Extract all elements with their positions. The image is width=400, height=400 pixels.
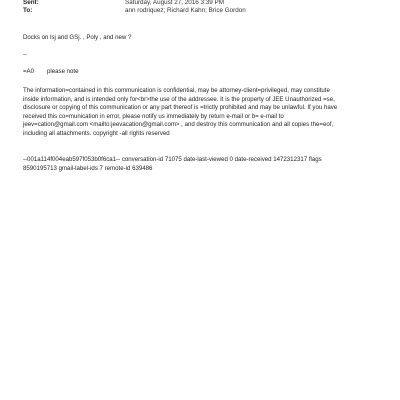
confidentiality-disclaimer <box>23 87 383 139</box>
message-metadata <box>23 156 383 173</box>
message-note-line <box>23 68 79 76</box>
disclaimer-line: inside information, and is intended only for<br>the use of the addressee. It is the property of JEE Unauthorized =se, <box>23 95 335 103</box>
disclaimer-line: The information=contained in this communication is confidential, may be attorney-client=privileged, may constitute <box>23 87 330 94</box>
encoded-space-marker: =A0 <box>23 68 35 75</box>
metadata-line: --001a114f004eab597f053b0f6ca1-- conversation-id 71075 date-last-viewed 0 date-received 1472312317 flags <box>23 156 322 163</box>
disclaimer-line: jeev=cation@gmail.com <mailto:jeevacation@gmail.com> , and destroy this communication and all copies the=eof, <box>23 121 334 129</box>
message-docks-line: Docks on lsj and GSj. , Poly , and new ? <box>23 34 132 41</box>
message-separator: -- <box>23 51 28 58</box>
note-text: please note <box>47 68 79 75</box>
sent-value: Saturday, August 27, 2016 3:39 PM <box>125 0 224 6</box>
disclaimer-line: including all attachments. copyright -all rights reserved <box>23 129 170 137</box>
to-label: To: <box>23 7 33 14</box>
sent-label: Sent: <box>23 0 39 6</box>
disclaimer-line: disclosure or copying of this communication or any part thereof is =trictly prohibited and may be unlawful. If you have <box>23 104 338 112</box>
metadata-line: 8590195713 gmail-label-ids 7 remote-id 639486 <box>23 164 153 172</box>
disclaimer-line: received this co=munication in error, please notify us immediately by return e-mail or b= e-mail to <box>23 112 284 120</box>
to-value: ann rodriquez; Richard Kahn; Brice Gordon <box>125 7 246 14</box>
